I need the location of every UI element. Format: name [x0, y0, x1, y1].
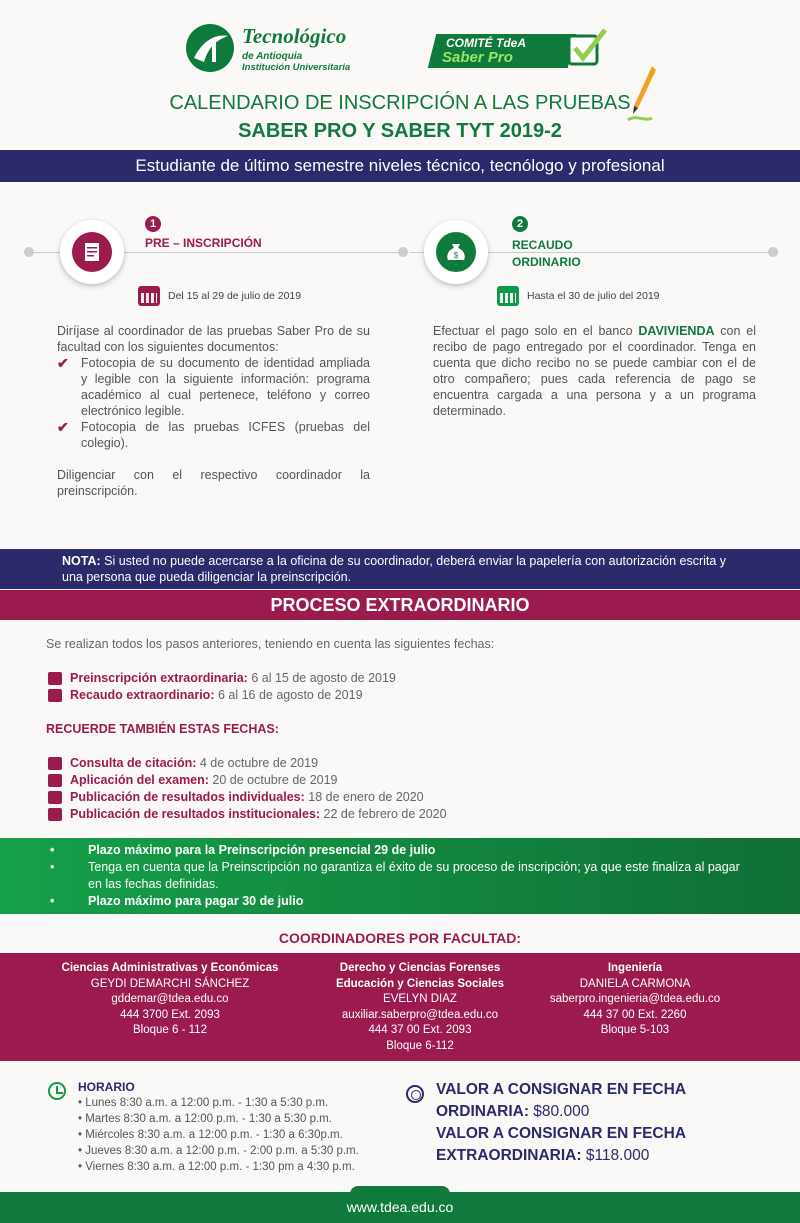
step2-number: 2: [512, 216, 528, 232]
recuerde-item-2: [48, 773, 338, 787]
recuerde-item-1-value: 4 de octubre de 2019: [196, 756, 319, 770]
valor-line-1: VALOR A CONSIGNAR EN FECHA: [436, 1081, 687, 1098]
page-title-line1: CALENDARIO DE INSCRIPCIÓN A LAS PRUEBAS: [169, 92, 631, 114]
svg-text:$: $: [453, 251, 459, 260]
check-icon: ✔: [57, 355, 69, 371]
page-title-line2: SABER PRO Y SABER TYT 2019-2: [238, 120, 562, 142]
footer-url[interactable]: www.tdea.edu.co: [0, 1192, 800, 1223]
coord-col-2-block: Bloque 6-112: [386, 1039, 454, 1052]
coord-col-3-phone: 444 37 00 Ext. 2260: [583, 1008, 687, 1021]
extra-item-1: [48, 671, 396, 685]
coord-col-1-name: GEYDI DEMARCHI SÁNCHEZ: [90, 977, 250, 990]
coord-col-2-faculty-1: Derecho y Ciencias Forenses: [339, 962, 501, 974]
step1-bullet-1: [57, 355, 370, 419]
step2-dot: [768, 247, 778, 257]
calendar-icon: [48, 791, 62, 804]
recuerde-item-2-value: 20 de octubre de 2019: [208, 773, 338, 787]
valor-line-4: [436, 1147, 649, 1165]
step2-text-after: con el recibo de pago entregado por el coordinador. Tenga en cuenta que dicho recibo no se puede cambiar con el de otro compañero; pues cada referencia de pago se encuentra cargada a una persona y a un programa determinado.: [433, 324, 756, 418]
valor-ordinaria-amount: $80.000: [529, 1103, 590, 1120]
step2-bank: DAVIVIENDA: [638, 324, 715, 338]
horario-title: HORARIO: [78, 1080, 135, 1094]
horario-line-1: • Lunes 8:30 a.m. a 12:00 p.m. - 1:30 a 5:30 p.m.: [78, 1097, 329, 1109]
extraordinario-intro: Se realizan todos los pasos anteriores, teniendo en cuenta las siguientes fechas:: [46, 637, 495, 651]
document-icon: [72, 232, 112, 272]
extraordinario-title: PROCESO EXTRAORDINARIO: [0, 590, 800, 620]
step2-label-2: ORDINARIO: [512, 255, 581, 269]
step2-circle: [424, 220, 488, 284]
logo-tdea: [186, 24, 401, 76]
recuerde-item-3-value: 18 de enero de 2020: [304, 790, 424, 804]
recuerde-item-1-key: Consulta de citación:: [70, 756, 197, 770]
step1-circle: [60, 220, 124, 284]
step-mid-dot: [398, 247, 408, 257]
calendar-icon: [48, 808, 62, 821]
extra-item-2-key: Recaudo extraordinario:: [70, 688, 215, 702]
coord-col-1-block: Bloque 6 - 112: [133, 1024, 207, 1036]
coin-icon: [406, 1085, 424, 1103]
recuerde-item-1: [48, 756, 318, 770]
step2-label-1: RECAUDO: [512, 238, 573, 252]
money-bag-icon: [436, 232, 476, 272]
step1-label: PRE – INSCRIPCIÓN: [145, 236, 262, 250]
step1-dot: [24, 247, 34, 257]
coord-col-3: [530, 961, 740, 1039]
clock-icon: [48, 1082, 66, 1100]
step1-bullet-2-text: Fotocopia de las pruebas ICFES (pruebas del colegio).: [81, 420, 370, 450]
extra-item-1-value: 6 al 15 de agosto de 2019: [247, 671, 396, 685]
recuerde-item-4-value: 22 de febrero de 2020: [320, 807, 447, 821]
coord-col-3-block: Bloque 5-103: [600, 1024, 670, 1036]
coord-col-2: [320, 961, 520, 1054]
horario-line-2: • Martes 8:30 a.m. a 12:00 p.m. - 1:30 a 5:30 p.m.: [78, 1113, 332, 1125]
step1-bullet-1-text: Fotocopia de su documento de identidad ampliada y legible con la siguiente información: programa académico al cual pertenece, teléfono y correo electrónico legible.: [81, 356, 370, 418]
coord-col-2-email[interactable]: auxiliar.saberpro@tdea.edu.co: [341, 1008, 499, 1021]
tdea-mark-icon: [186, 24, 234, 72]
horario-line-5: • Viernes 8:30 a.m. a 12:00 p.m. - 1:30 pm a 4:30 p.m.: [78, 1161, 355, 1173]
calendar-icon: [497, 286, 519, 306]
check-icon: [567, 28, 607, 68]
valor-line-2: [436, 1103, 589, 1121]
nota-text: Si usted no puede acercarse a la oficina de su coordinador, deberá enviar la papelería con autorización escrita y una persona que pueda diligenciar la preinscripción.: [62, 554, 727, 584]
logo-line2: de Antioquia: [242, 51, 303, 62]
recuerde-item-3-key: Publicación de resultados individuales:: [70, 790, 305, 804]
deadline-item-1: • Plazo máximo para la Preinscripción presencial 29 de julio: [0, 842, 800, 859]
coord-col-3-faculty: Ingeniería: [607, 962, 663, 974]
step1-date-text: Del 15 al 29 de julio de 2019: [168, 290, 302, 302]
valor-ordinaria-label: ORDINARIA:: [436, 1103, 529, 1120]
step2-body: [433, 323, 756, 419]
coord-col-3-email[interactable]: saberpro.ingenieria@tdea.edu.co: [549, 993, 721, 1005]
coordinadores-title: COORDINADORES POR FACULTAD:: [278, 930, 522, 946]
recuerde-title: RECUERDE TAMBIÉN ESTAS FECHAS:: [46, 722, 279, 736]
calendar-icon: [138, 286, 160, 306]
coord-col-1-faculty: Ciencias Administrativas y Económicas: [61, 962, 279, 974]
recuerde-item-4-key: Publicación de resultados institucionales:: [70, 807, 321, 821]
recuerde-item-3: [48, 790, 424, 804]
logo-comite: [432, 28, 622, 72]
nota-label: NOTA:: [62, 554, 101, 568]
nota-band: [0, 549, 800, 589]
coord-col-2-name: EVELYN DIAZ: [383, 993, 457, 1005]
horario-line-4: • Jueves 8:30 a.m. a 12:00 p.m. - 2:00 p.m. a 5:30 p.m.: [78, 1145, 359, 1157]
check-icon: ✔: [57, 419, 69, 435]
step2-text-before: Efectuar el pago solo en el banco: [433, 324, 639, 338]
recuerde-item-2-key: Aplicación del examen:: [70, 773, 209, 787]
step1-body: [57, 323, 370, 499]
step1-outro: Diligenciar con el respectivo coordinador la preinscripción.: [57, 468, 370, 498]
step1-number: 1: [145, 216, 161, 232]
valor-extraordinaria-amount: $118.000: [581, 1147, 650, 1164]
step1-intro: Diríjase al coordinador de las pruebas Saber Pro de su facultad con los siguientes documentos:: [57, 324, 370, 354]
extra-item-2: [48, 688, 363, 702]
deadline-item-3: • Plazo máximo para pagar 30 de julio: [0, 893, 800, 910]
extra-item-2-value: 6 al 16 de agosto de 2019: [214, 688, 363, 702]
step1-bullet-2: [57, 419, 370, 451]
recuerde-item-4: [48, 807, 447, 821]
step1-date: [138, 286, 301, 306]
calendar-icon: [48, 672, 62, 685]
calendar-icon: [48, 774, 62, 787]
step2-date: [497, 286, 660, 306]
extra-item-1-key: Preinscripción extraordinaria:: [70, 671, 248, 685]
valor-line-3: VALOR A CONSIGNAR EN FECHA: [436, 1125, 687, 1142]
deadline-item-2: • Tenga en cuenta que la Preinscripción no garantiza el éxito de su proceso de inscripción; ya que este finaliza al pagar en las fechas definidas.: [0, 859, 800, 893]
coordinadores-band: [0, 953, 800, 1061]
calendar-icon: [48, 757, 62, 770]
logo-line3: Institución Universitaria: [242, 62, 351, 73]
step2-date-text: Hasta el 30 de julio del 2019: [527, 290, 660, 302]
subtitle-band: Estudiante de último semestre niveles técnico, tecnólogo y profesional: [0, 150, 800, 182]
horario-line-3: • Miércoles 8:30 a.m. a 12:00 p.m. - 1:30 a 6:30p.m.: [78, 1129, 343, 1141]
logo-comite-line2: Saber Pro: [442, 49, 513, 66]
coord-col-1: [60, 961, 280, 1039]
coord-col-2-phone: 444 37 00 Ext. 2093: [368, 1024, 472, 1036]
deadline-band: [0, 838, 800, 914]
valor-extraordinaria-label: EXTRAORDINARIA:: [436, 1147, 582, 1164]
coord-col-3-name: DANIELA CARMONA: [579, 977, 691, 990]
logo-line1: Tecnológico: [242, 24, 347, 48]
spacer: [57, 451, 370, 467]
coord-col-1-email[interactable]: gddemar@tdea.edu.co: [111, 993, 229, 1005]
logo-comite-line1: COMITÉ TdeA: [446, 36, 526, 50]
coord-col-2-faculty-2: Educación y Ciencias Sociales: [335, 977, 505, 990]
calendar-icon: [48, 689, 62, 702]
coord-col-1-phone: 444 3700 Ext. 2093: [120, 1008, 220, 1021]
